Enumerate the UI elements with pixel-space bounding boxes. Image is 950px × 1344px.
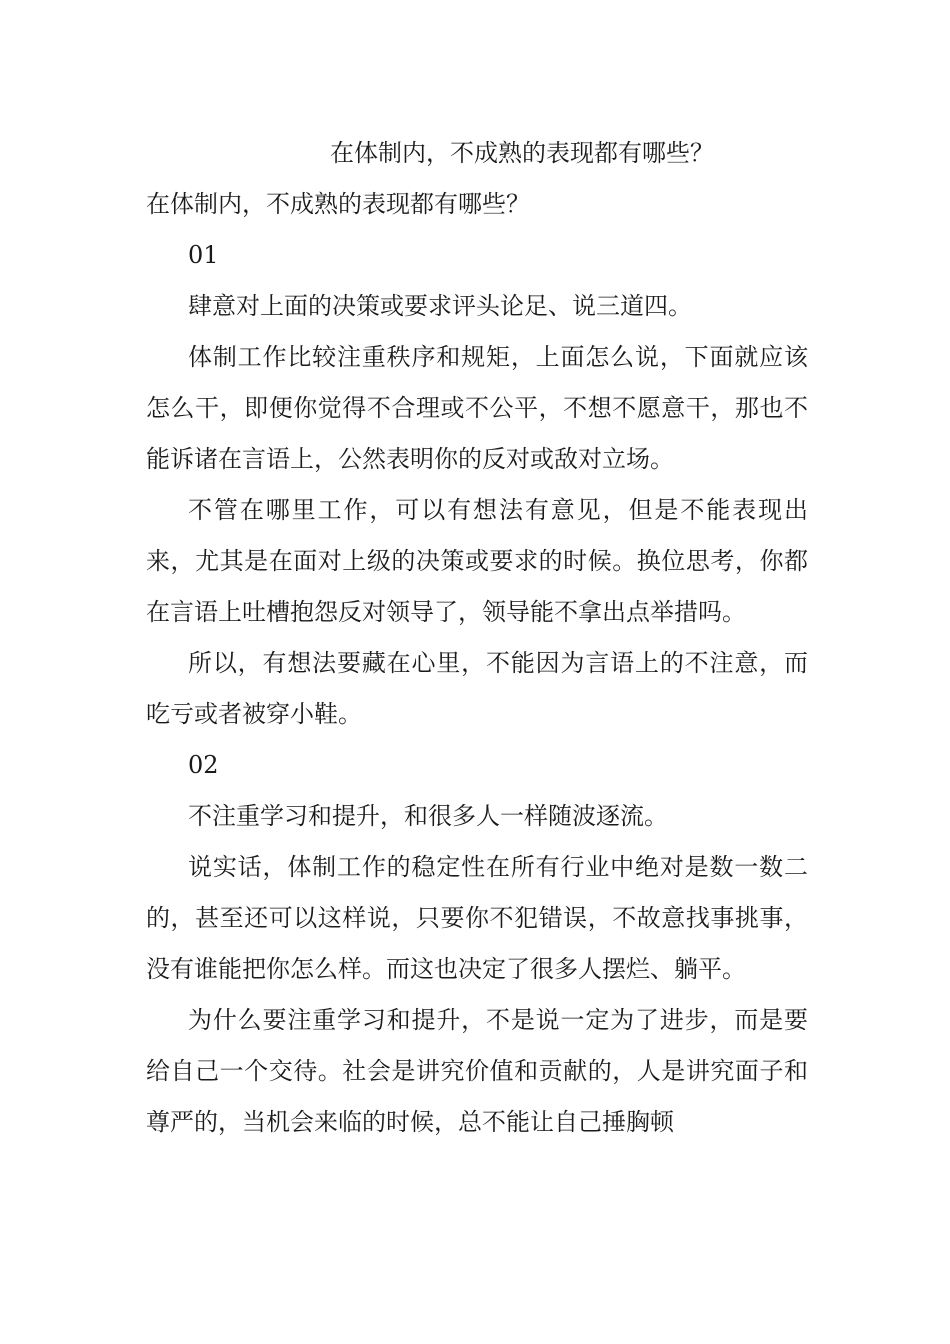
section-number: 02 (188, 751, 219, 779)
document-body (146, 128, 808, 1148)
paragraph: 说实话，体制工作的稳定性在所有行业中绝对是数一数二的，甚至还可以这样说，只要你不犯错误，不故意找事挑事，没有谁能把你怎么样。而这也决定了很多人摆烂、躺平。 (146, 853, 808, 983)
document-subtitle: 在体制内，不成熟的表现都有哪些？ (146, 190, 530, 218)
paragraph: 所以，有想法要藏在心里，不能因为言语上的不注意，而吃亏或者被穿小鞋。 (146, 649, 808, 728)
paragraph: 不管在哪里工作，可以有想法有意见，但是不能表现出来，尤其是在面对上级的决策或要求的时候。换位思考，你都在言语上吐槽抱怨反对领导了，领导能不拿出点举措吗。 (146, 496, 808, 626)
section-number: 01 (188, 241, 219, 269)
section-heading: 肆意对上面的决策或要求评头论足、说三道四。 (188, 292, 692, 320)
document-title: 在体制内，不成熟的表现都有哪些？ (330, 139, 714, 167)
paragraph: 为什么要注重学习和提升，不是说一定为了进步，而是要给自己一个交待。社会是讲究价值和贡献的，人是讲究面子和尊严的，当机会来临的时候，总不能让自己捶胸顿 (146, 1006, 808, 1136)
section-heading: 不注重学习和提升，和很多人一样随波逐流。 (188, 802, 668, 830)
paragraph: 体制工作比较注重秩序和规矩，上面怎么说，下面就应该怎么干，即便你觉得不合理或不公平，不想不愿意干，那也不能诉诸在言语上，公然表明你的反对或敌对立场。 (146, 343, 808, 473)
